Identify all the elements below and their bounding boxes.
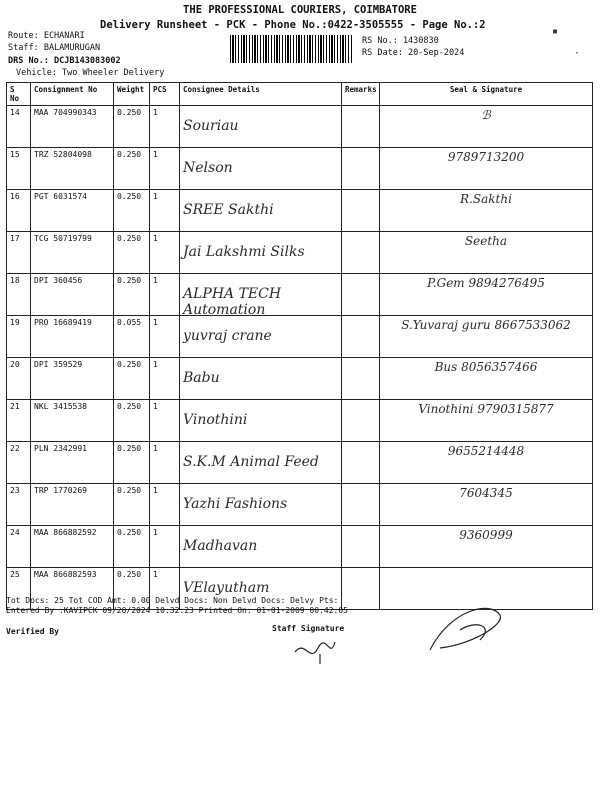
row-signature — [380, 316, 593, 358]
row-pcs-text: 1 — [153, 276, 158, 285]
row-remarks — [342, 274, 380, 316]
col-consignment: Consignment No — [31, 83, 114, 106]
row-pcs-text: 1 — [153, 192, 158, 201]
row-weight — [114, 190, 150, 232]
row-sno-text: 22 — [10, 444, 20, 453]
table-row — [7, 232, 593, 274]
row-pcs-text: 1 — [153, 150, 158, 159]
row-signature-text: P.Gem 9894276495 — [427, 276, 545, 290]
row-pcs — [150, 316, 180, 358]
row-consignment-no-text: PLN 2342991 — [34, 444, 87, 453]
row-weight-text: 0.055 — [117, 318, 142, 327]
staff-signature-scribble — [290, 634, 350, 666]
runsheet-table — [6, 82, 593, 610]
row-consignment-no — [31, 400, 114, 442]
row-sno — [7, 106, 31, 148]
row-consignment-no — [31, 358, 114, 400]
row-consignment-no-text: TCG 50719799 — [34, 234, 92, 243]
row-sno-text: 21 — [10, 402, 20, 411]
mark-dot: ▪ — [552, 26, 559, 37]
row-weight-text: 0.250 — [117, 402, 142, 411]
col-sno: S No — [7, 83, 31, 106]
row-consignee-text: Nelson — [183, 160, 233, 176]
row-consignee — [180, 400, 342, 442]
row-consignee-text: Madhavan — [183, 538, 258, 554]
row-consignee-text: Jai Lakshmi Silks — [183, 244, 305, 260]
row-signature-text: Vinothini 9790315877 — [418, 402, 554, 416]
row-remarks — [342, 106, 380, 148]
row-weight — [114, 400, 150, 442]
row-signature — [380, 232, 593, 274]
row-sno-text: 20 — [10, 360, 20, 369]
row-consignment-no-text: PGT 6031574 — [34, 192, 87, 201]
col-pcs: PCS — [150, 83, 180, 106]
row-signature — [380, 106, 593, 148]
col-remarks: Remarks — [342, 83, 380, 106]
row-consignee — [180, 148, 342, 190]
row-weight — [114, 484, 150, 526]
table-row — [7, 442, 593, 484]
row-pcs — [150, 358, 180, 400]
table-row — [7, 316, 593, 358]
row-weight-text: 0.250 — [117, 234, 142, 243]
row-signature-text: 9655214448 — [447, 444, 525, 458]
row-consignee — [180, 358, 342, 400]
row-pcs — [150, 106, 180, 148]
row-sno — [7, 400, 31, 442]
mark-dot: · — [574, 48, 581, 59]
row-weight — [114, 316, 150, 358]
row-sno-text: 25 — [10, 570, 20, 579]
row-consignment-no-text: TRP 1770269 — [34, 486, 87, 495]
row-weight — [114, 232, 150, 274]
table-row — [7, 484, 593, 526]
col-seal-signature: Seal & Signature — [380, 83, 593, 106]
row-consignment-no-text: MAA 866882592 — [34, 528, 97, 537]
row-consignee — [180, 190, 342, 232]
row-signature-text: R.Sakthi — [460, 192, 512, 206]
row-consignee — [180, 484, 342, 526]
row-signature — [380, 442, 593, 484]
row-sno — [7, 526, 31, 568]
row-remarks — [342, 358, 380, 400]
row-signature-text: Bus 8056357466 — [434, 360, 538, 374]
row-weight — [114, 442, 150, 484]
row-remarks — [342, 316, 380, 358]
rs-date: RS Date: 20-Sep-2024 — [362, 48, 465, 58]
row-signature — [380, 400, 593, 442]
row-consignment-no-text: PRO 16689419 — [34, 318, 92, 327]
verified-by: Verified By — [6, 627, 59, 636]
row-remarks — [342, 400, 380, 442]
row-sno-text: 15 — [10, 150, 20, 159]
row-signature — [380, 358, 593, 400]
row-signature-text: 7604345 — [459, 486, 513, 500]
table-row — [7, 526, 593, 568]
row-consignment-no — [31, 526, 114, 568]
row-consignee-text: yuvraj crane — [183, 328, 272, 344]
row-sno — [7, 358, 31, 400]
row-sno — [7, 442, 31, 484]
row-consignment-no — [31, 148, 114, 190]
row-consignment-no-text: MAA 704990343 — [34, 108, 97, 117]
row-consignee-text: S.K.M Animal Feed — [183, 454, 319, 470]
row-consignee — [180, 442, 342, 484]
staff-label: Staff: BALAMURUGAN — [8, 43, 101, 53]
row-pcs-text: 1 — [153, 108, 158, 117]
row-signature-text: 9360999 — [459, 528, 513, 542]
row-consignee — [180, 316, 342, 358]
row-sno-text: 17 — [10, 234, 20, 243]
row-sno-text: 16 — [10, 192, 20, 201]
row-consignee-text: Vinothini — [183, 412, 248, 428]
row-weight — [114, 148, 150, 190]
row-sno — [7, 148, 31, 190]
row-remarks — [342, 442, 380, 484]
row-pcs — [150, 190, 180, 232]
row-pcs — [150, 148, 180, 190]
row-pcs — [150, 526, 180, 568]
row-weight — [114, 526, 150, 568]
row-consignment-no — [31, 484, 114, 526]
row-sno — [7, 484, 31, 526]
drs-label: DRS No.: DCJB143083002 — [8, 56, 121, 66]
row-consignment-no-text: DPI 360456 — [34, 276, 83, 285]
row-consignment-no-text: DPI 359529 — [34, 360, 83, 369]
row-signature — [380, 190, 593, 232]
row-weight-text: 0.250 — [117, 108, 142, 117]
vehicle-label: Vehicle: Two Wheeler Delivery — [16, 68, 165, 78]
table-row — [7, 148, 593, 190]
col-weight: Weight — [114, 83, 150, 106]
row-pcs — [150, 232, 180, 274]
row-sno-text: 19 — [10, 318, 20, 327]
table-row — [7, 274, 593, 316]
row-weight-text: 0.250 — [117, 486, 142, 495]
row-pcs-text: 1 — [153, 234, 158, 243]
row-weight-text: 0.250 — [117, 360, 142, 369]
row-consignee — [180, 232, 342, 274]
row-consignee-text: SREE Sakthi — [183, 202, 274, 218]
col-consignee: Consignee Details — [180, 83, 342, 106]
row-pcs-text: 1 — [153, 318, 158, 327]
row-pcs — [150, 484, 180, 526]
row-consignment-no — [31, 442, 114, 484]
row-consignee — [180, 526, 342, 568]
row-sno — [7, 232, 31, 274]
row-signature-text: Seetha — [464, 234, 508, 248]
row-sno-text: 18 — [10, 276, 20, 285]
row-pcs — [150, 400, 180, 442]
row-pcs-text: 1 — [153, 486, 158, 495]
row-remarks — [342, 148, 380, 190]
row-consignee-text: ALPHA TECH Automation — [183, 286, 282, 318]
row-weight-text: 0.250 — [117, 150, 142, 159]
row-consignment-no — [31, 190, 114, 232]
row-consignment-no — [31, 232, 114, 274]
row-signature — [380, 526, 593, 568]
table-row — [7, 106, 593, 148]
row-consignment-no — [31, 316, 114, 358]
row-consignee — [180, 106, 342, 148]
row-consignment-no-text: MAA 866882593 — [34, 570, 97, 579]
barcode — [230, 35, 352, 63]
row-pcs — [150, 442, 180, 484]
row-weight — [114, 106, 150, 148]
row-remarks — [342, 568, 380, 610]
row-weight — [114, 358, 150, 400]
row-remarks — [342, 190, 380, 232]
row-sno-text: 14 — [10, 108, 20, 117]
row-signature-text: S.Yuvaraj guru 8667533062 — [401, 318, 571, 332]
row-weight-text: 0.250 — [117, 444, 142, 453]
row-consignee-text: Yazhi Fashions — [183, 496, 288, 512]
row-weight-text: 0.250 — [117, 276, 142, 285]
row-consignment-no-text: NKL 3415538 — [34, 402, 87, 411]
table-row — [7, 400, 593, 442]
row-remarks — [342, 484, 380, 526]
row-consignment-no — [31, 106, 114, 148]
row-sno-text: 23 — [10, 486, 20, 495]
verifier-signature-scribble — [420, 600, 510, 660]
row-consignee-text: VElayutham — [183, 580, 270, 596]
row-weight-text: 0.250 — [117, 192, 142, 201]
row-sno — [7, 316, 31, 358]
row-remarks — [342, 232, 380, 274]
route-label: Route: ECHANARI — [8, 31, 85, 41]
staff-signature-label: Staff Signature — [272, 624, 345, 633]
rs-no: RS No.: 1430830 — [362, 36, 439, 46]
row-weight — [114, 274, 150, 316]
row-consignee-text: Souriau — [183, 118, 239, 134]
row-consignment-no-text: TRZ 52804098 — [34, 150, 92, 159]
row-signature-text: 9789713200 — [447, 150, 525, 164]
row-sno-text: 24 — [10, 528, 20, 537]
row-remarks — [342, 526, 380, 568]
company-title: THE PROFESSIONAL COURIERS, COIMBATORE — [183, 4, 417, 16]
row-pcs-text: 1 — [153, 570, 158, 579]
row-consignee-text: Babu — [183, 370, 220, 386]
row-pcs — [150, 274, 180, 316]
row-sno — [7, 190, 31, 232]
runsheet-subtitle: Delivery Runsheet - PCK - Phone No.:0422-3505555 - Page No.:2 — [100, 19, 486, 31]
row-signature — [380, 148, 593, 190]
row-pcs-text: 1 — [153, 528, 158, 537]
row-weight-text: 0.250 — [117, 570, 142, 579]
table-header-row — [7, 83, 593, 106]
row-signature-text: ℬ — [481, 108, 491, 122]
row-sno — [7, 274, 31, 316]
row-pcs-text: 1 — [153, 444, 158, 453]
footer-totals: Tot Docs: 25 Tot COD Amt: 0.00 Delvd Docs: Non Delvd Docs: Delvy Pts: — [6, 596, 339, 605]
row-pcs-text: 1 — [153, 360, 158, 369]
row-pcs-text: 1 — [153, 402, 158, 411]
table-row — [7, 190, 593, 232]
table-row — [7, 358, 593, 400]
row-weight-text: 0.250 — [117, 528, 142, 537]
row-consignment-no — [31, 274, 114, 316]
footer-entered: Entered By :KAVIPCK 09/20/2024 10:32:23 Printed On: 01-01-2009 00:42:05 — [6, 606, 348, 615]
row-consignee — [180, 274, 342, 316]
row-signature — [380, 484, 593, 526]
row-signature — [380, 274, 593, 316]
